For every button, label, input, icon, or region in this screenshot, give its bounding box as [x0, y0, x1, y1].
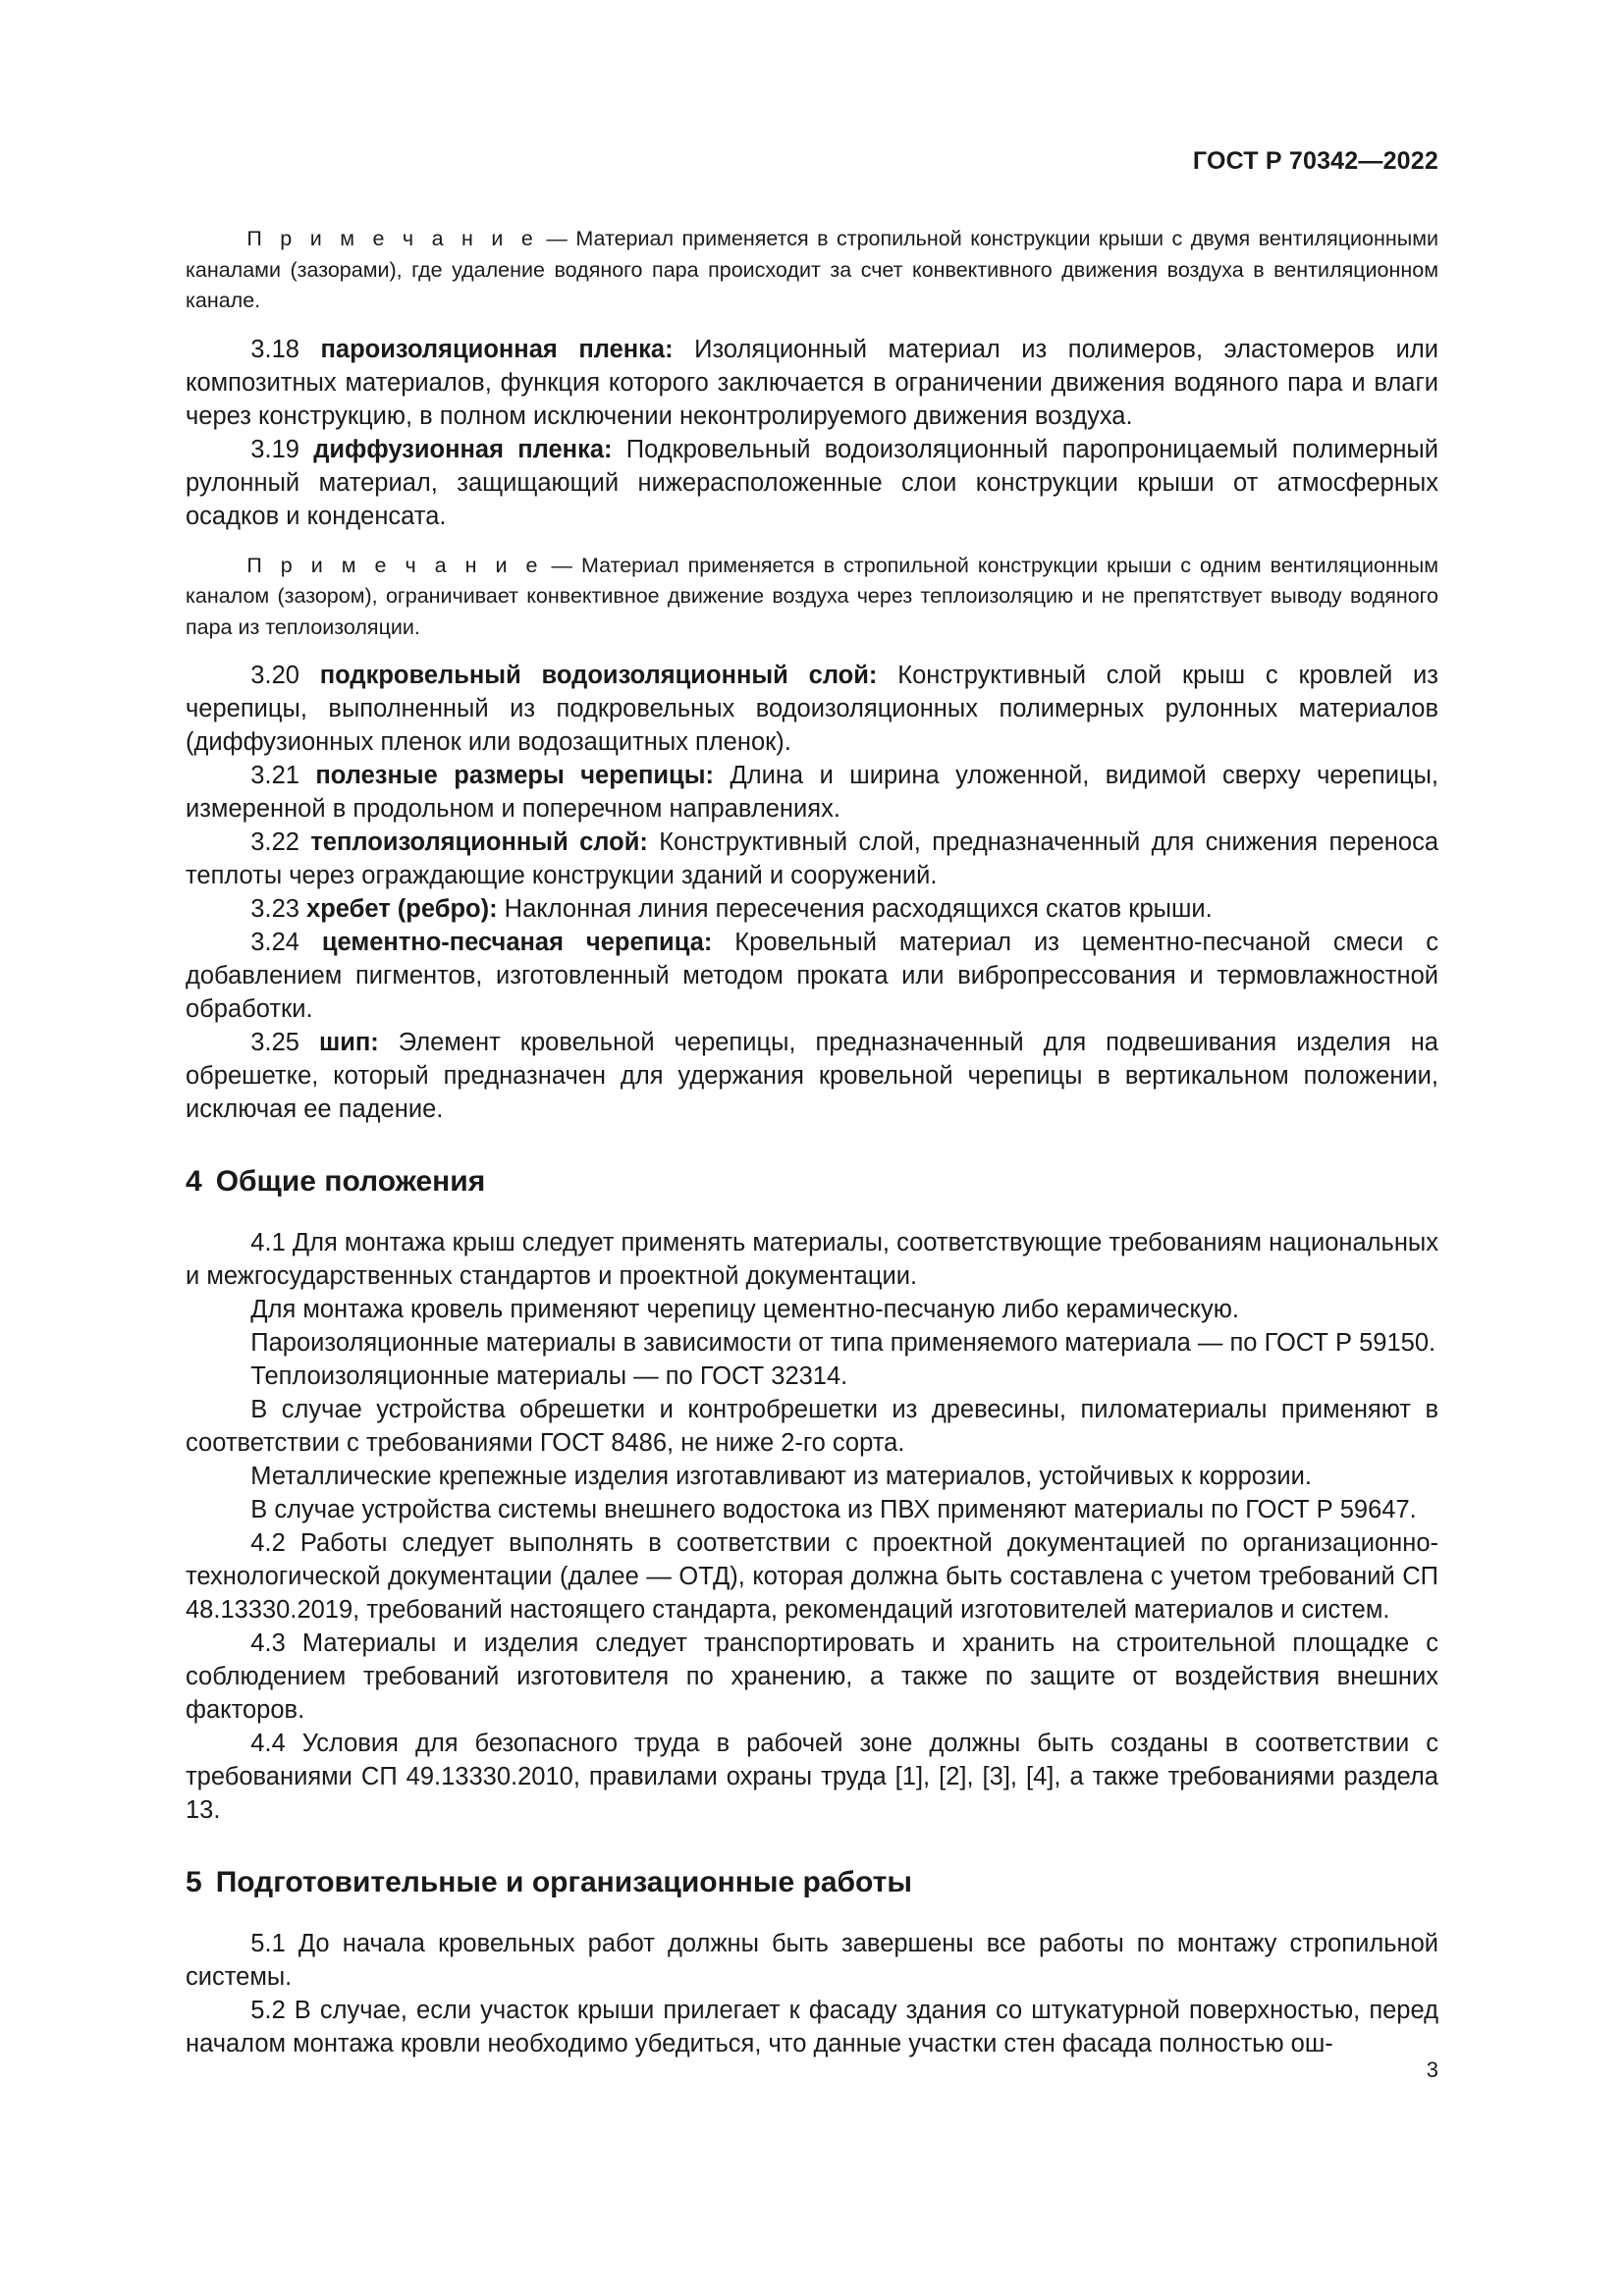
- body-paragraph: 4.4 Условия для безопасного труда в рабочей зоне должны быть созданы в соответствии с требованиями СП 49.13330.2010, правилами охраны труда [1], [2], [3], [4], а также требованиями раздела 13.: [186, 1730, 1438, 1824]
- definition-3-25: [186, 1026, 1438, 1126]
- definition-text: Длина и ширина уложенной, видимой сверху черепицы, измеренной в продольном и поперечном направлениях.: [186, 762, 1438, 823]
- page-content: [186, 224, 1438, 2060]
- section-heading-4: [186, 1165, 1438, 1199]
- section-number: 5: [186, 1866, 202, 1898]
- term: подкровельный водоизоляционный слой:: [319, 662, 878, 689]
- clause-number: 3.24: [250, 929, 322, 956]
- body-paragraph: Для монтажа кровель применяют черепицу цементно-песчаную либо керамическую.: [250, 1296, 1239, 1323]
- note-paragraph: [186, 551, 1438, 644]
- body-paragraph: Металлические крепежные изделия изготавливают из материалов, устойчивых к коррозии.: [250, 1463, 1312, 1490]
- term: шип:: [318, 1029, 379, 1056]
- definition-3-20: [186, 659, 1438, 759]
- note-label: П р и м е ч а н и е: [246, 553, 543, 577]
- section-heading-5: [186, 1866, 1438, 1899]
- definition-3-22: [186, 826, 1438, 892]
- body-paragraph: Теплоизоляционные материалы — по ГОСТ 32314.: [250, 1362, 848, 1390]
- body-paragraph: 5.1 До начала кровельных работ должны быть завершены все работы по монтажу стропильной системы.: [186, 1930, 1438, 1991]
- definition-3-23: [186, 892, 1438, 926]
- section-number: 4: [186, 1165, 202, 1198]
- clause-number: 3.18: [250, 335, 321, 363]
- term: пароизоляционная пленка:: [320, 335, 674, 363]
- definition-text: Конструктивный слой крыш с кровлей из черепицы, выполненный из подкровельных водоизоляционных полимерных рулонных материалов (диффузионных пленок или водозащитных пленок).: [186, 662, 1438, 756]
- clause-number: 3.20: [250, 662, 320, 689]
- clause-number: 3.25: [250, 1029, 319, 1056]
- clause-number: 3.19: [250, 435, 314, 463]
- document-code: ГОСТ Р 70342—2022: [1192, 147, 1438, 175]
- definition-text: Изоляционный материал из полимеров, эластомеров или композитных материалов, функция которого заключается в ограничении движения водяного пара и влаги через конструкцию, в полном исключении неконтролируемого движения воздуха.: [186, 335, 1439, 430]
- definition-text: Кровельный материал из цементно-песчаной смеси с добавлением пигментов, изготовленный методом проката или вибропрессования и термовлажностной обработки.: [186, 929, 1438, 1023]
- body-paragraph: 4.3 Материалы и изделия следует транспортировать и хранить на строительной площадке с соблюдением требований изготовителя по хранению, а также по защите от воздействия внешних факторов.: [186, 1629, 1438, 1724]
- note-paragraph: [186, 224, 1438, 317]
- term: хребет (ребро):: [306, 895, 498, 923]
- term: полезные размеры черепицы:: [315, 762, 714, 789]
- clause-number: 3.21: [250, 762, 316, 789]
- body-paragraph: 4.1 Для монтажа крыш следует применять материалы, соответствующие требованиям национальных и межгосударственных стандартов и проектной документации.: [186, 1229, 1438, 1290]
- clause-number: 3.23: [250, 895, 307, 923]
- definition-3-24: [186, 926, 1438, 1026]
- body-paragraph: 4.2 Работы следует выполнять в соответствии с проектной документацией по организационно-технологической документации (далее — ОТД), которая должна быть составлена с учетом требований СП 48.13330.2019, требований настоящего стандарта, рекомендаций изготовителей материалов и систем.: [186, 1529, 1438, 1624]
- body-paragraph: В случае устройства системы внешнего водостока из ПВХ применяют материалы по ГОСТ Р 59647.: [250, 1496, 1417, 1523]
- term: диффузионная пленка:: [313, 435, 613, 463]
- body-paragraph: В случае устройства обрешетки и контробрешетки из древесины, пиломатериалы применяют в соответствии с требованиями ГОСТ 8486, не ниже 2-го сорта.: [186, 1396, 1438, 1457]
- page-number: 3: [1426, 2057, 1438, 2082]
- definition-text: Подкровельный водоизоляционный паропроницаемый полимерный рулонный материал, защищающий нижерасположенные слои конструкции крыши от атмосферных осадков и конденсата.: [186, 435, 1438, 530]
- body-paragraph: 5.2 В случае, если участок крыши прилегает к фасаду здания со штукатурной поверхностью, перед началом монтажа кровли необходимо убедиться, что данные участки стен фасада полностью ош-: [186, 1997, 1438, 2057]
- section-title: Общие положения: [215, 1165, 486, 1198]
- definition-text: Элемент кровельной черепицы, предназначенный для подвешивания изделия на обрешетке, который предназначен для удержания кровельной черепицы в вертикальном положении, исключая ее падение.: [186, 1029, 1438, 1123]
- definition-text: Конструктивный слой, предназначенный для снижения переноса теплоты через ограждающие конструкции зданий и сооружений.: [186, 828, 1438, 889]
- term: теплоизоляционный слой:: [310, 828, 648, 856]
- note-text: — Материал применяется в стропильной конструкции крыши с двумя вентиляционными каналами (зазорами), где удаление водяного пара происходит за счет конвективного движения воздуха в вентиляционном канале.: [186, 227, 1438, 312]
- clause-number: 3.22: [250, 828, 311, 856]
- body-paragraph: Пароизоляционные материалы в зависимости от типа применяемого материала — по ГОСТ Р 59150.: [250, 1329, 1436, 1357]
- definition-3-18: [186, 333, 1438, 433]
- note-label: П р и м е ч а н и е: [246, 227, 538, 250]
- definition-3-21: [186, 759, 1438, 826]
- note-text: — Материал применяется в стропильной конструкции крыши с одним вентиляционным каналом (зазором), ограничивает конвективное движение воздуха через теплоизоляцию и не препятствует выводу водяного пара из теплоизоляции.: [186, 553, 1438, 639]
- term: цементно-песчаная черепица:: [321, 929, 713, 956]
- definition-text: Наклонная линия пересечения расходящихся скатов крыши.: [497, 895, 1213, 923]
- definition-3-19: [186, 433, 1438, 533]
- section-title: Подготовительные и организационные работы: [215, 1866, 912, 1898]
